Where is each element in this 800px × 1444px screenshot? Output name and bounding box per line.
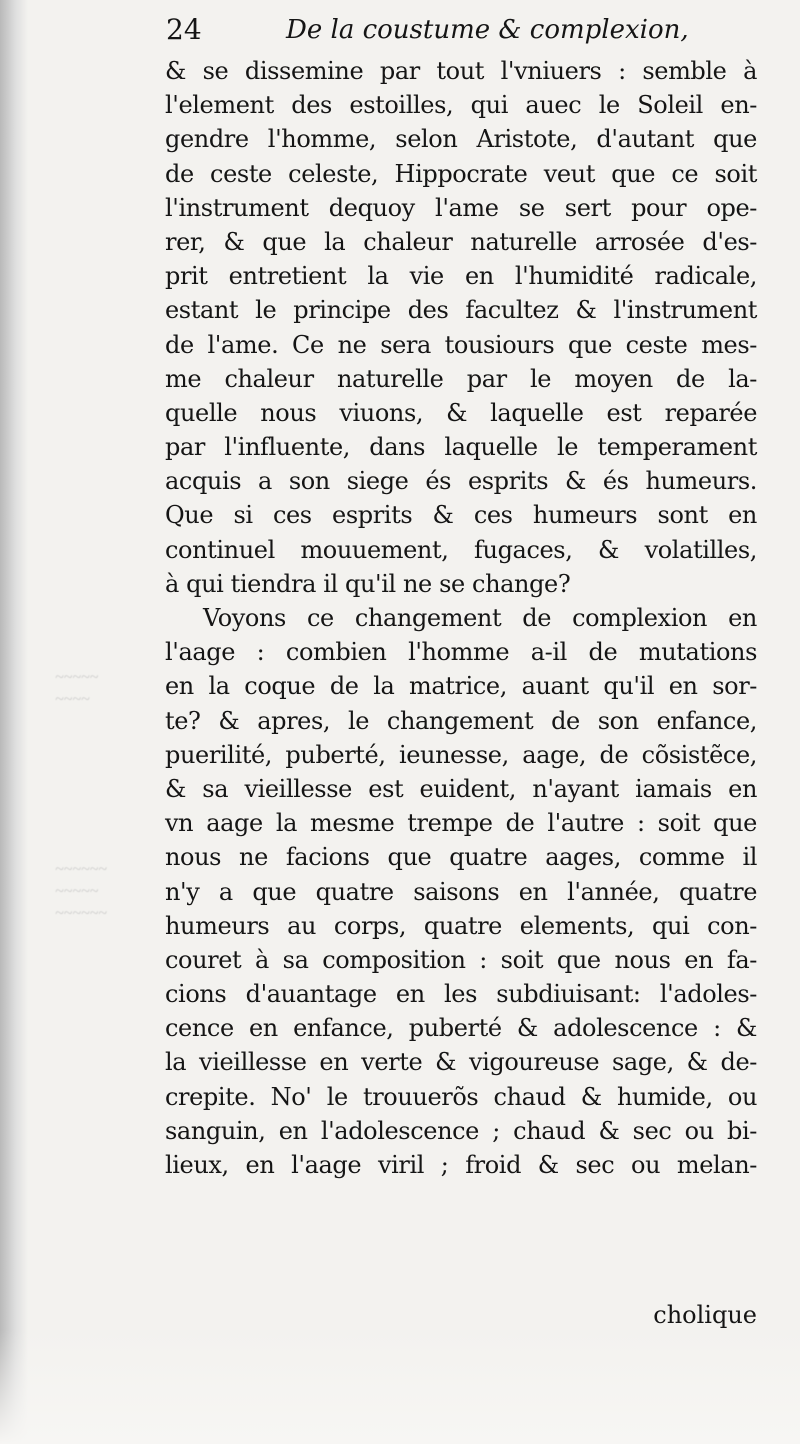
text-line: couret à sa composition : soit que nous en fa- [165,945,757,974]
text-line: puerilité, puberté, ieunesse, aage, de cõsistẽce, [165,740,757,769]
text-line: humeurs au corps, quatre elements, qui con- [165,911,757,940]
show-through-mark: ~~~~~ [55,669,99,686]
text-line: estant le principe des facultez & l'instrument [165,296,757,325]
page-bottom-margin [0,1330,800,1444]
page-header [166,12,756,52]
text-line: par l'influente, dans laquelle le temperament [165,433,757,462]
text-line: cions d'auantage en les subdiuisant: l'adoles- [165,980,757,1009]
text-line: crepite. No' le trouuerõs chaud & humide, ou [165,1082,757,1111]
text-line: de l'ame. Ce ne sera tousiours que ceste mes- [165,330,757,359]
page-number: 24 [166,13,202,46]
text-line: acquis a son siege és esprits & és humeurs. [165,467,757,496]
page-gutter-shadow [0,0,28,1444]
show-through-mark: ~~~~ [55,691,90,708]
text-line: nous ne facions que quatre aages, comme il [165,843,757,872]
text-line: la vieillesse en verte & vigoureuse sage, & de- [165,1048,757,1077]
text-line: quelle nous viuons, & laquelle est reparée [165,398,757,427]
text-line: gendre l'homme, selon Aristote, d'autant que [165,125,757,154]
text-line: l'instrument dequoy l'ame se sert pour ope- [165,193,757,222]
text-line: Voyons ce changement de complexion en [203,604,757,632]
text-line: l'element des estoilles, qui auec le Soleil en- [165,91,757,120]
text-line: & sa vieillesse est euident, n'ayant iamais en [165,774,757,803]
show-through-mark: ~~~~~ [55,883,99,900]
text-line: lieux, en l'aage viril ; froid & sec ou melan- [165,1151,757,1179]
text-line: à qui tiendra il qu'il ne se change? [165,569,571,598]
text-line: te? & apres, le changement de son enfance, [165,706,757,735]
body-text [165,54,757,1182]
catchword: cholique [653,1301,757,1329]
text-line: & se dissemine par tout l'vniuers : semble à [165,57,757,85]
text-line: de ceste celeste, Hippocrate veut que ce soit [165,159,757,188]
text-line: Que si ces esprits & ces humeurs sont en [165,501,757,530]
show-through-mark: ~~~~~~ [55,905,107,922]
text-line: n'y a que quatre saisons en l'année, quatre [165,877,757,906]
text-line: cence en enfance, puberté & adolescence : & [165,1014,757,1043]
running-title: De la coustume & complexion, [286,15,689,45]
text-line: l'aage : combien l'homme a-il de mutations [165,638,757,667]
text-line: continuel mouuement, fugaces, & volatilles, [165,535,757,564]
text-line: rer, & que la chaleur naturelle arrosée d'es- [165,227,757,256]
text-line: en la coque de la matrice, auant qu'il en sor- [165,672,757,701]
text-line: me chaleur naturelle par le moyen de la- [165,364,757,393]
text-line: sanguin, en l'adolescence ; chaud & sec ou bi- [165,1116,757,1145]
text-line: vn aage la mesme trempe de l'autre : soit que [165,809,757,838]
show-through-mark: ~~~~~~ [55,861,107,878]
text-line: prit entretient la vie en l'humidité radicale, [165,262,757,291]
